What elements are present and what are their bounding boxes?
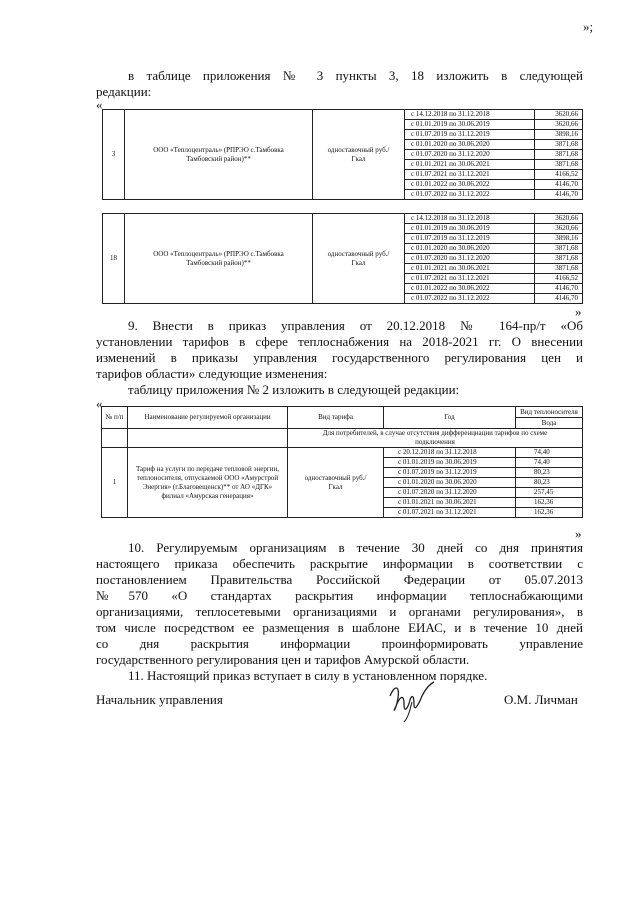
value-cell: 4166,52 [535,170,583,180]
period-cell: с 01.01.2020 по 30.06.2020 [405,244,535,254]
header-org: Наименование регулируемой организации [128,407,288,429]
period-cell: с 01.01.2021 по 30.06.2021 [405,160,535,170]
value-cell: 3871,68 [535,150,583,160]
period-cell: с 01.07.2019 по 31.12.2019 [405,130,535,140]
header-row [102,407,583,418]
period-cell: с 14.12.2018 по 31.12.2018 [405,214,535,224]
item10-line7: со дня раскрытия информации проинформировать управление [96,636,583,651]
close-quote-2: » [575,526,582,541]
item9-line2: установлении тарифов в сфере теплоснабжения на 2018-2021 гг. О внесении [96,334,583,349]
period-cell: с 01.07.2019 по 31.12.2019 [384,468,516,478]
signatory-name: О.М. Личман [504,692,578,707]
value-cell: 3871,68 [535,244,583,254]
period-cell: с 14.12.2018 по 31.12.2018 [405,110,535,120]
header-carrier: Вид теплоносителя [516,407,583,418]
value-cell: 3620,66 [535,224,583,234]
item10-line6: том числе посредством ее размещения в шаблоне ЕИАС, и в течение 10 дней [96,620,583,635]
item10-line2: настоящего приказа обеспечить раскрытие информации в соответствии с [96,556,583,571]
continuation-fragment: »; [583,19,594,34]
value-cell: 3620,66 [535,120,583,130]
row-number: 3 [103,110,125,200]
item11: 11. Настоящий приказ вступает в силу в установленном порядке. [128,668,488,683]
table-row [102,448,583,458]
table-row [103,110,583,120]
value-cell: 3620,66 [535,214,583,224]
tariff-type: одноставочный руб./Гкал [288,448,384,518]
value-cell: 257,45 [516,488,583,498]
period-cell: с 01.01.2022 по 30.06.2022 [405,284,535,294]
item10-line1: 10. Регулируемым организациям в течение 30 дней со дня принятия [128,540,583,555]
header-num: № п/п [102,407,128,429]
period-cell: с 01.07.2020 по 31.12.2020 [405,254,535,264]
value-cell: 74,40 [516,458,583,468]
row-number: 1 [102,448,128,518]
period-cell: с 01.07.2019 по 31.12.2019 [405,234,535,244]
value-cell: 3620,66 [535,110,583,120]
item9-line4: тарифов области» следующие изменения: [96,366,328,381]
period-cell: с 01.01.2019 по 30.06.2019 [405,120,535,130]
item9-line3: изменений в приказы управления государственного регулирования цен и [96,350,583,365]
period-cell: с 01.01.2021 по 30.06.2021 [384,498,516,508]
header-year: Год [384,407,516,429]
item10-line3: постановлением Правительства Российской Федерации от 05.07.2013 [96,572,583,587]
period-cell: с 01.01.2020 по 30.06.2020 [405,140,535,150]
tariff-type: одноставочный руб./Гкал [313,214,405,304]
organization-name: ООО «Теплоцентраль» (РПРЭО с.Тамбовка Тамбовский район)** [125,214,313,304]
period-cell: с 20.12.2018 по 31.12.2018 [384,448,516,458]
item9-subline: таблицу приложения № 2 изложить в следующей редакции: [128,382,460,397]
period-cell: с 01.01.2019 по 30.06.2019 [384,458,516,468]
open-quote-2: « [96,396,103,411]
value-cell: 4146,70 [535,284,583,294]
handwritten-signature [384,678,440,724]
table3-intro-line2: редакции: [96,84,152,99]
value-cell: 3871,68 [535,264,583,274]
table3-row3 [102,109,583,200]
value-cell: 3871,68 [535,254,583,264]
header-water: Вода [516,418,583,429]
organization-name: Тариф на услуги по передаче тепловой энергии, теплоносителя, отпускаемой ООО «Амурстрой Энергия» (г.Благовещенск)** от АО «ДГК» филиал «Амурская генерация» [128,448,288,518]
value-cell: 4146,70 [535,190,583,200]
header-tariff: Вид тарифа [288,407,384,429]
item10-line4: №570 «О стандартах раскрытия информации теплоснабжающими [96,588,583,603]
period-cell: с 01.07.2021 по 31.12.2021 [384,508,516,518]
consumer-row [102,429,583,448]
value-cell: 80,23 [516,478,583,488]
period-cell: с 01.07.2021 по 31.12.2021 [405,170,535,180]
item9-line1: 9. Внести в приказ управления от 20.12.2018 № 164-пр/т «Об [128,318,583,333]
value-cell: 4166,52 [535,274,583,284]
tariff-type: одноставочный руб./Гкал [313,110,405,200]
item10-line8: государственного регулирования цен и тарифов Амурской области. [96,652,470,667]
period-cell: с 01.07.2022 по 31.12.2022 [405,294,535,304]
value-cell: 162,36 [516,498,583,508]
item10-line5: организациями, теплосетевыми организациями и органами регулирования», в [96,604,583,619]
period-cell: с 01.07.2020 по 31.12.2020 [384,488,516,498]
table3-intro-line1: в таблице приложения № 3 пункты 3, 18 изложить в следующей [128,68,583,83]
value-cell: 3871,68 [535,160,583,170]
table2 [101,406,583,518]
period-cell: с 01.01.2020 по 30.06.2020 [384,478,516,488]
open-quote-1: « [96,97,103,112]
organization-name: ООО «Теплоцентраль» (РПРЭО с.Тамбовка Тамбовский район)** [125,110,313,200]
value-cell: 4146,70 [535,294,583,304]
value-cell: 4146,70 [535,180,583,190]
table-row [103,214,583,224]
period-cell: с 01.01.2022 по 30.06.2022 [405,180,535,190]
value-cell: 80,23 [516,468,583,478]
consumers-note: Для потребителей, в случае отсутствия дифференциации тарифов по схеме подключения [288,429,583,448]
table3-row18 [102,213,583,304]
signatory-position: Начальник управления [96,692,223,707]
period-cell: с 01.07.2020 по 31.12.2020 [405,150,535,160]
value-cell: 74,40 [516,448,583,458]
row-number: 18 [103,214,125,304]
value-cell: 3898,16 [535,234,583,244]
value-cell: 3898,16 [535,130,583,140]
period-cell: с 01.07.2022 по 31.12.2022 [405,190,535,200]
period-cell: с 01.01.2019 по 30.06.2019 [405,224,535,234]
period-cell: с 01.01.2021 по 30.06.2021 [405,264,535,274]
value-cell: 162,36 [516,508,583,518]
value-cell: 3871,68 [535,140,583,150]
close-quote-1: » [575,304,582,319]
period-cell: с 01.07.2021 по 31.12.2021 [405,274,535,284]
